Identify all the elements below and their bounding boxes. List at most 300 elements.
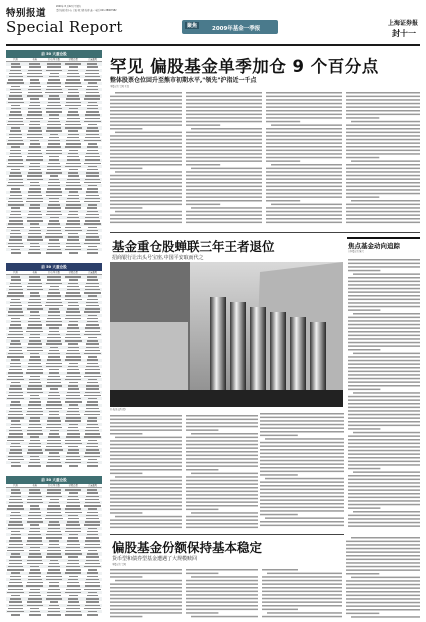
text-line: [266, 186, 342, 188]
text-line: [348, 421, 420, 423]
text-line: [346, 139, 420, 141]
text-line: [346, 204, 420, 206]
text-line: [351, 537, 420, 539]
table-cell: [44, 613, 63, 616]
text-line: [186, 455, 258, 457]
text-line: [110, 189, 182, 191]
text-line: [260, 467, 344, 469]
text-line: [266, 96, 342, 98]
text-line: [266, 178, 342, 180]
text-line: [346, 218, 420, 220]
text-line: [186, 573, 218, 575]
text-line: [266, 207, 342, 209]
story2-photo: [110, 262, 343, 407]
text-line: [266, 160, 300, 162]
text-line: [186, 527, 258, 529]
top-story-col: [110, 91, 182, 227]
text-line: [186, 150, 262, 152]
col-header: 名称: [32, 58, 38, 61]
text-line: [110, 498, 182, 500]
story3-col: [110, 568, 182, 620]
text-lines: [186, 414, 258, 532]
editor-line: 责任编辑:张小东 美编:刘宇峰 校对:龚一 电话:021-38967982: [56, 9, 117, 12]
text-line: [348, 263, 420, 265]
text-line: [348, 435, 420, 437]
paper-brand: 上海证券报: [387, 20, 418, 27]
text-line: [110, 605, 182, 607]
text-line: [110, 429, 182, 431]
col-header: 代码: [13, 484, 18, 487]
text-line: [262, 594, 342, 596]
text-line: [353, 353, 420, 355]
text-line: [110, 135, 182, 137]
text-line: [262, 616, 342, 618]
text-line: [186, 200, 262, 202]
text-line: [186, 103, 262, 105]
text-line: [351, 200, 420, 202]
left-table-3: [6, 476, 102, 618]
top-story-byline: 本报记者 吴茂 王龙: [110, 85, 129, 88]
text-line: [348, 356, 420, 358]
text-line: [266, 200, 300, 202]
text-line: [346, 153, 420, 155]
text-line: [348, 403, 420, 405]
text-line: [186, 465, 258, 467]
text-line: [348, 399, 420, 401]
col-header: 占流通股: [87, 484, 98, 487]
story2-headline: 基金重仓股蝉联三年王者退位: [112, 239, 275, 254]
text-line: [186, 196, 262, 198]
text-line: [346, 591, 420, 593]
text-line: [115, 171, 182, 173]
text-line: [351, 121, 420, 123]
text-line: [348, 374, 420, 376]
text-line: [186, 498, 258, 500]
text-line: [348, 518, 420, 520]
text-line: [186, 106, 262, 108]
text-line: [348, 500, 420, 502]
text-line: [110, 422, 182, 424]
text-line: [348, 507, 380, 509]
text-line: [186, 491, 258, 493]
text-line: [110, 576, 142, 578]
text-line: [348, 367, 420, 369]
text-line: [346, 157, 379, 159]
story2-col: [186, 414, 258, 532]
text-line: [348, 497, 420, 499]
text-line: [186, 429, 218, 431]
text-line: [110, 569, 182, 571]
text-line: [260, 453, 344, 455]
text-line: [186, 214, 262, 216]
text-line: [346, 602, 420, 604]
text-line: [346, 178, 420, 180]
text-line: [348, 479, 420, 481]
text-line: [266, 121, 300, 123]
text-line: [115, 516, 182, 518]
text-line: [260, 442, 344, 444]
col-header: 名称: [32, 271, 38, 274]
text-line: [110, 583, 182, 585]
text-line: [186, 182, 262, 184]
text-line: [110, 110, 182, 112]
text-line: [186, 569, 258, 571]
text-line: [266, 128, 342, 130]
story2-col: [110, 414, 182, 532]
table-cell: [64, 613, 83, 616]
text-line: [186, 114, 262, 116]
table-cell: [6, 613, 25, 616]
table-cell: [25, 464, 44, 467]
text-line: [186, 609, 258, 611]
text-lines: [186, 91, 262, 227]
text-line: [262, 609, 298, 611]
bottom-divider: [110, 534, 344, 535]
story3-col: [346, 536, 420, 620]
text-line: [266, 214, 342, 216]
story3-headline: 偏股基金份额保持基本稳定: [112, 540, 263, 555]
text-line: [346, 544, 420, 546]
text-line: [266, 146, 342, 148]
text-lines: [346, 91, 420, 227]
text-line: [348, 345, 420, 347]
text-line: [110, 616, 142, 618]
text-line: [346, 103, 420, 105]
text-line: [346, 142, 420, 144]
section-title-en: Special Report: [6, 18, 123, 36]
text-line: [186, 189, 262, 191]
text-line: [346, 128, 420, 130]
text-line: [260, 424, 344, 426]
text-line: [266, 114, 342, 116]
text-line: [346, 598, 420, 600]
text-line: [110, 505, 182, 507]
text-line: [110, 124, 182, 126]
col-header: 持股总量: [68, 271, 78, 274]
text-line: [191, 473, 258, 475]
text-line: [348, 515, 420, 517]
text-line: [265, 478, 344, 480]
text-line: [191, 128, 262, 130]
text-line: [348, 317, 420, 319]
text-line: [346, 609, 420, 611]
text-line: [266, 103, 342, 105]
text-line: [260, 514, 298, 516]
text-line: [115, 437, 182, 439]
text-line: [110, 473, 142, 475]
text-line: [346, 548, 420, 550]
text-line: [346, 182, 420, 184]
text-line: [346, 189, 420, 191]
text-line: [186, 419, 258, 421]
text-line: [346, 168, 420, 170]
table-cell: [44, 251, 63, 254]
text-line: [351, 577, 420, 579]
text-line: [260, 417, 344, 419]
text-line: [348, 461, 420, 463]
text-line: [346, 211, 420, 213]
text-line: [110, 103, 182, 105]
text-line: [186, 146, 262, 148]
text-line: [186, 580, 258, 582]
text-line: [346, 587, 420, 589]
table-row: [6, 464, 102, 467]
left-table-1: [6, 50, 102, 258]
col-header: 持有基金数: [48, 58, 60, 61]
text-line: [186, 440, 258, 442]
text-lines: [260, 412, 344, 530]
text-line: [265, 517, 344, 519]
text-line: [262, 591, 342, 593]
text-line: [110, 175, 182, 177]
masthead-rule: [6, 44, 420, 46]
sidebar-text: [348, 258, 420, 530]
text-line: [348, 309, 380, 311]
text-line: [266, 135, 342, 137]
text-line: [346, 580, 420, 582]
text-line: [271, 124, 342, 126]
text-line: [346, 114, 420, 116]
text-line: [110, 462, 182, 464]
text-line: [186, 178, 262, 180]
text-line: [262, 601, 342, 603]
text-line: [348, 450, 420, 452]
text-line: [348, 489, 420, 491]
text-line: [346, 559, 420, 561]
text-line: [262, 605, 342, 607]
text-line: [271, 164, 342, 166]
col-header: 持股总量: [68, 58, 78, 61]
text-line: [110, 447, 182, 449]
text-line: [266, 182, 342, 184]
text-line: [186, 583, 258, 585]
text-line: [186, 135, 262, 137]
text-line: [260, 420, 344, 422]
text-line: [191, 576, 258, 578]
text-line: [260, 507, 344, 509]
text-line: [348, 389, 380, 391]
text-line: [351, 160, 420, 162]
text-line: [186, 99, 262, 101]
text-line: [348, 291, 420, 293]
text-line: [115, 132, 182, 134]
text-line: [186, 426, 258, 428]
text-line: [186, 175, 262, 177]
text-line: [348, 443, 420, 445]
text-line: [346, 106, 420, 108]
col-header: 占流通股: [87, 271, 98, 274]
text-line: [348, 360, 420, 362]
text-line: [110, 433, 142, 435]
text-line: [186, 186, 262, 188]
text-line: [262, 576, 342, 578]
text-line: [110, 157, 182, 159]
text-line: [266, 139, 342, 141]
text-line: [348, 468, 380, 470]
text-line: [110, 150, 182, 152]
text-lines: [348, 258, 420, 530]
table-cell: [83, 251, 102, 254]
top-story-subhead: 整体股票仓位回升至熊市初期水平,"领先"沪指近一千点: [110, 77, 257, 84]
text-line: [110, 440, 182, 442]
text-line: [186, 96, 262, 98]
text-line: [191, 616, 258, 618]
text-line: [260, 496, 344, 498]
text-lines: [110, 414, 182, 532]
text-line: [266, 142, 342, 144]
text-lines: [186, 568, 258, 620]
date-line: 2009年 8 月22日 星期六: [56, 5, 81, 8]
text-line: [267, 573, 342, 575]
text-line: [110, 512, 142, 514]
text-line: [348, 335, 420, 337]
text-line: [260, 431, 344, 433]
text-line: [346, 569, 420, 571]
text-line: [346, 96, 420, 98]
text-line: [346, 562, 420, 564]
text-line: [186, 222, 262, 224]
text-line: [348, 299, 420, 301]
col-header: 持股总量: [68, 484, 78, 487]
text-line: [353, 392, 420, 394]
text-line: [110, 128, 142, 130]
text-line: [186, 415, 258, 417]
text-line: [115, 92, 182, 94]
text-line: [348, 417, 420, 419]
text-line: [348, 277, 420, 279]
col-header: 代码: [13, 271, 18, 274]
text-line: [186, 157, 262, 159]
text-line: [266, 157, 342, 159]
text-line: [262, 587, 342, 589]
text-line: [346, 124, 420, 126]
text-line: [266, 171, 342, 173]
table-cell: [64, 251, 83, 254]
text-line: [266, 222, 342, 224]
text-line: [186, 92, 262, 94]
text-line: [110, 509, 182, 511]
text-line: [186, 211, 262, 213]
story3-subhead: 货币型和债券型基金遭遇了大规模赎回: [112, 556, 198, 562]
text-line: [110, 458, 182, 460]
text-line: [186, 218, 262, 220]
text-line: [260, 456, 344, 458]
text-line: [110, 178, 182, 180]
text-line: [346, 110, 420, 112]
text-line: [346, 595, 420, 597]
text-line: [266, 99, 342, 101]
text-line: [186, 142, 262, 144]
banner-title: 2009年基金一季报: [212, 25, 261, 32]
stock-exchange-photo: [110, 262, 343, 407]
text-line: [346, 214, 420, 216]
text-line: [115, 580, 182, 582]
text-line: [110, 142, 182, 144]
text-line: [186, 612, 218, 614]
table-row: [6, 613, 102, 616]
text-line: [186, 124, 220, 126]
text-line: [346, 566, 420, 568]
text-line: [186, 193, 262, 195]
text-line: [260, 449, 344, 451]
text-line: [353, 511, 420, 513]
text-line: [348, 522, 420, 524]
text-line: [186, 605, 258, 607]
text-line: [265, 438, 344, 440]
col-header: 持有基金数: [48, 484, 60, 487]
text-line: [260, 427, 344, 429]
text-line: [110, 455, 182, 457]
text-line: [266, 92, 342, 94]
table-cell: [25, 613, 44, 616]
text-line: [186, 480, 258, 482]
text-line: [110, 598, 182, 600]
text-line: [186, 437, 258, 439]
text-line: [348, 439, 420, 441]
text-line: [110, 207, 142, 209]
text-line: [346, 551, 420, 553]
text-line: [186, 523, 258, 525]
text-line: [186, 117, 262, 119]
table-cell: [83, 613, 102, 616]
text-line: [186, 487, 258, 489]
text-line: [346, 193, 420, 195]
text-line: [346, 222, 420, 224]
text-line: [348, 284, 420, 286]
text-lines: [346, 536, 420, 620]
text-line: [191, 512, 258, 514]
text-line: [110, 609, 182, 611]
text-line: [348, 493, 420, 495]
text-line: [186, 110, 262, 112]
text-line: [110, 117, 182, 119]
text-line: [110, 99, 182, 101]
text-line: [348, 446, 420, 448]
text-line: [110, 491, 182, 493]
text-line: [348, 324, 420, 326]
text-line: [348, 327, 420, 329]
section-banner: [182, 20, 278, 34]
table-title: 前 50 大重仓股: [6, 50, 102, 58]
text-line: [110, 591, 182, 593]
top-story-col: [346, 91, 420, 227]
story2-subhead: 招商银行让出头号宝座,中国平安取而代之: [112, 255, 204, 261]
text-line: [260, 460, 344, 462]
text-line: [260, 510, 344, 512]
page-number: 封十一: [392, 29, 416, 38]
text-line: [346, 99, 420, 101]
text-line: [186, 164, 220, 166]
text-lines: [262, 568, 342, 620]
story2-photo-caption: (上海证交所 摄): [110, 408, 126, 411]
text-line: [186, 153, 262, 155]
text-line: [267, 612, 342, 614]
text-line: [110, 222, 182, 224]
text-line: [348, 288, 420, 290]
text-line: [266, 211, 342, 213]
text-line: [346, 135, 420, 137]
text-line: [260, 521, 344, 523]
text-line: [186, 476, 258, 478]
text-line: [186, 483, 258, 485]
story3-byline: 本报记者 吴茂: [112, 563, 126, 566]
text-line: [186, 462, 258, 464]
text-line: [346, 541, 420, 543]
text-line: [110, 465, 182, 467]
text-line: [348, 259, 420, 261]
text-line: [353, 471, 420, 473]
table-row: [6, 251, 102, 254]
